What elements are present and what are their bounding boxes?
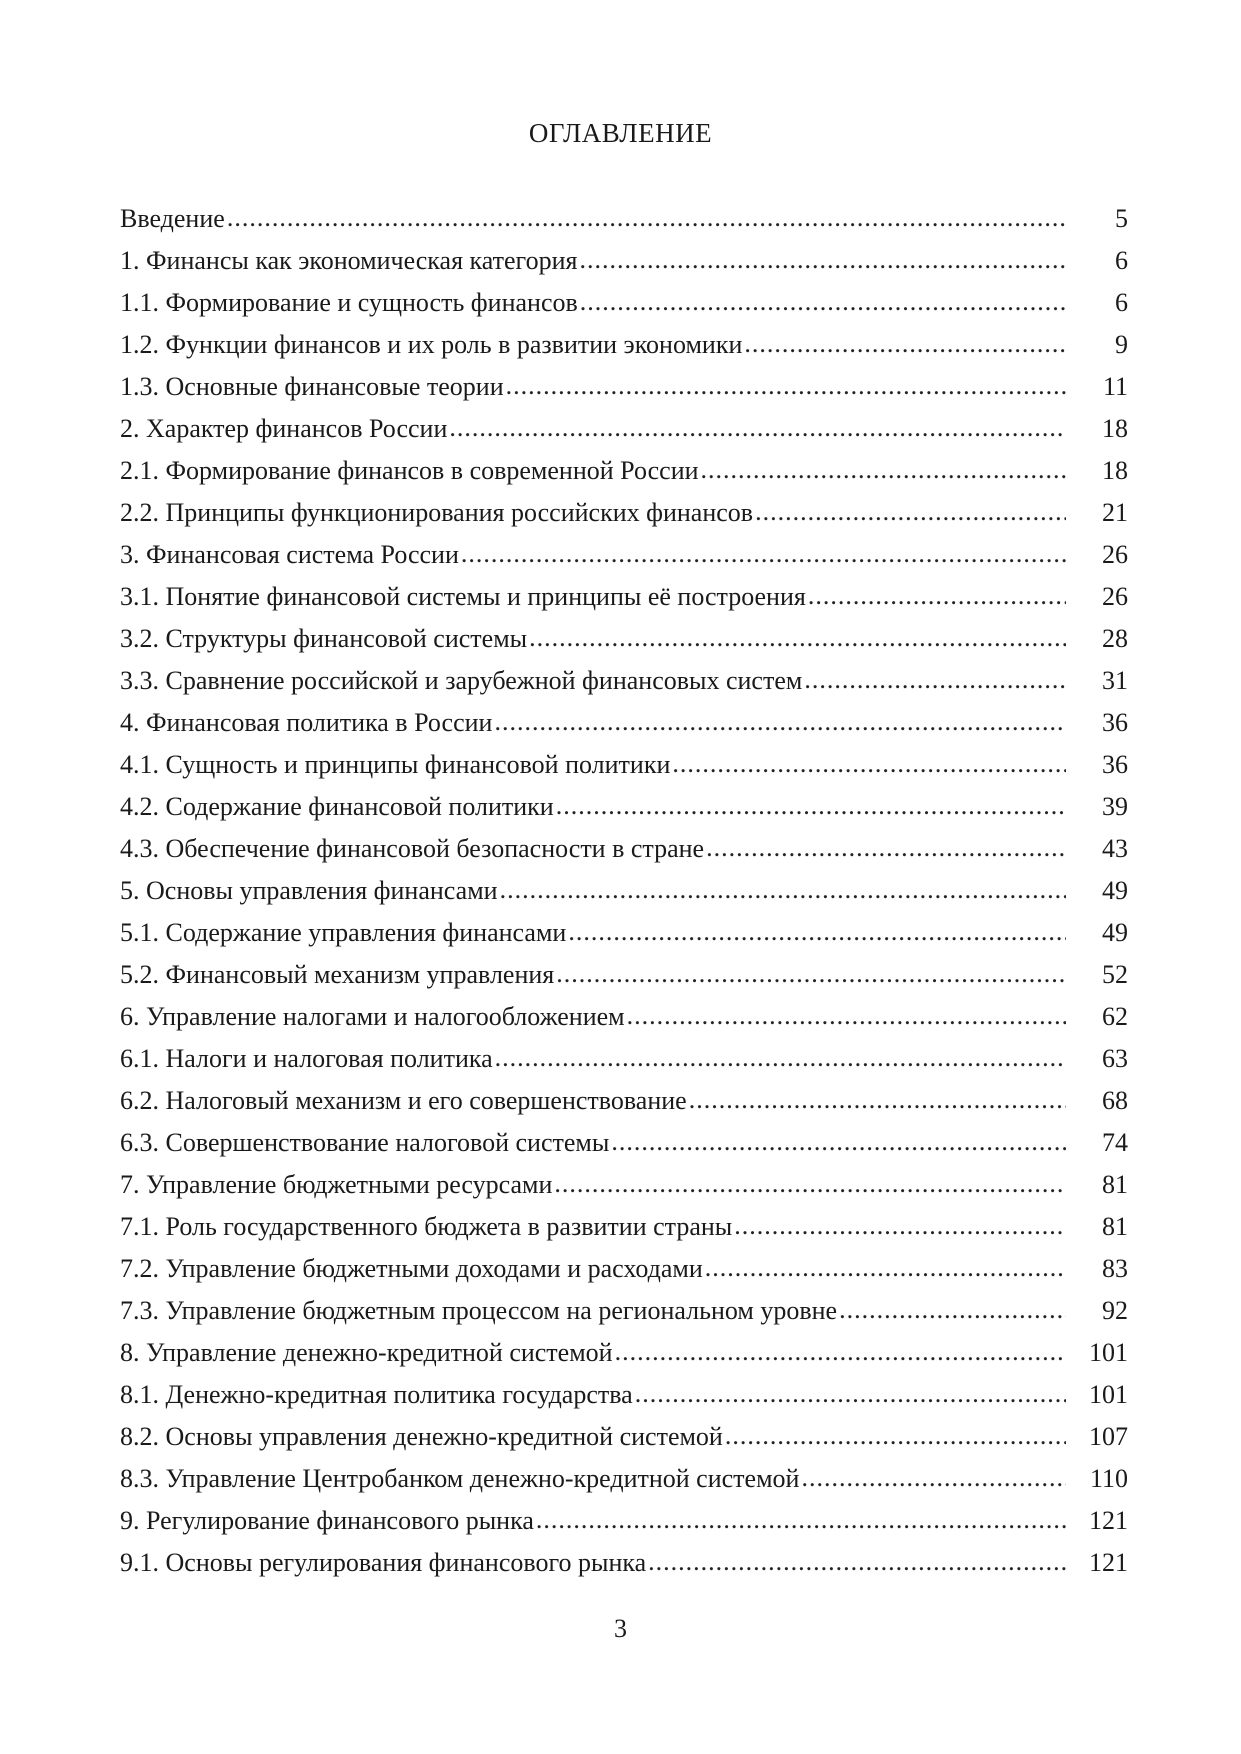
toc-dot-leader xyxy=(494,701,1066,743)
toc-entry-3[interactable] xyxy=(120,534,1128,576)
toc-entry-8-3[interactable] xyxy=(120,1458,1128,1500)
toc-entry-label: 8. Управление денежно-кредитной системой xyxy=(120,1338,613,1367)
toc-entry-label: 7.2. Управление бюджетными доходами и расходами xyxy=(120,1254,703,1283)
toc-entry-5-2[interactable] xyxy=(120,954,1128,996)
toc-entry-8-1[interactable] xyxy=(120,1374,1128,1416)
toc-entry-label: 5. Основы управления финансами xyxy=(120,876,498,905)
toc-dot-leader xyxy=(611,1121,1066,1163)
toc-entry-page: 110 xyxy=(1089,1464,1128,1493)
toc-entry-page: 5 xyxy=(1115,204,1128,233)
toc-dot-leader xyxy=(529,617,1066,659)
toc-dot-leader xyxy=(579,239,1066,281)
toc-entry-page: 68 xyxy=(1102,1086,1128,1115)
toc-entry-1-3[interactable] xyxy=(120,366,1128,408)
toc-entry-4-3[interactable] xyxy=(120,828,1128,870)
toc-dot-leader xyxy=(506,365,1066,407)
toc-dot-leader xyxy=(801,1457,1066,1499)
toc-entry-page: 18 xyxy=(1102,456,1128,485)
toc-dot-leader xyxy=(615,1331,1066,1373)
toc-entry-4-2[interactable] xyxy=(120,786,1128,828)
toc-entry-page: 81 xyxy=(1102,1170,1128,1199)
toc-entry-label: 8.3. Управление Центробанком денежно-кредитной системой xyxy=(120,1464,800,1493)
toc-dot-leader xyxy=(701,449,1066,491)
toc-entry-page: 74 xyxy=(1102,1128,1128,1157)
toc-entry-page: 49 xyxy=(1102,876,1128,905)
toc-entry-5[interactable] xyxy=(120,870,1128,912)
toc-entry-1-2[interactable] xyxy=(120,324,1128,366)
toc-entry-page: 62 xyxy=(1102,1002,1128,1031)
toc-entry-label: 1.1. Формирование и сущность финансов xyxy=(120,288,578,317)
toc-entry-label: 1.2. Функции финансов и их роль в развитии экономики xyxy=(120,330,743,359)
toc-entry-6-2[interactable] xyxy=(120,1080,1128,1122)
toc-entry-label: 7.1. Роль государственного бюджета в развитии страны xyxy=(120,1212,733,1241)
toc-entry-introduction[interactable] xyxy=(120,198,1128,240)
toc-entry-3-2[interactable] xyxy=(120,618,1128,660)
toc-entry-label: 2. Характер финансов России xyxy=(120,414,448,443)
toc-entry-2-1[interactable] xyxy=(120,450,1128,492)
toc-dot-leader xyxy=(706,827,1066,869)
toc-dot-leader xyxy=(689,1079,1066,1121)
toc-entry-8-2[interactable] xyxy=(120,1416,1128,1458)
toc-dot-leader xyxy=(734,1205,1066,1247)
toc-entry-label: 2.1. Формирование финансов в современной России xyxy=(120,456,699,485)
toc-dot-leader xyxy=(495,1037,1066,1079)
toc-entry-label: 4.1. Сущность и принципы финансовой политики xyxy=(120,750,671,779)
toc-entry-label: 6.3. Совершенствование налоговой системы xyxy=(120,1128,610,1157)
toc-dot-leader xyxy=(839,1289,1066,1331)
toc-dot-leader xyxy=(227,197,1066,239)
toc-dot-leader xyxy=(554,1163,1066,1205)
toc-entry-page: 6 xyxy=(1115,246,1128,275)
toc-entry-4[interactable] xyxy=(120,702,1128,744)
toc-entry-6[interactable] xyxy=(120,996,1128,1038)
toc-entry-label: 7. Управление бюджетными ресурсами xyxy=(120,1170,553,1199)
toc-entry-page: 52 xyxy=(1102,960,1128,989)
toc-entry-label: 4. Финансовая политика в России xyxy=(120,708,493,737)
toc-entry-9-1[interactable] xyxy=(120,1542,1128,1584)
toc-entry-7-1[interactable] xyxy=(120,1206,1128,1248)
toc-entry-page: 92 xyxy=(1102,1296,1128,1325)
toc-entry-page: 26 xyxy=(1102,582,1128,611)
toc-dot-leader xyxy=(556,785,1066,827)
toc-dot-leader xyxy=(725,1415,1066,1457)
toc-entry-label: 4.3. Обеспечение финансовой безопасности в стране xyxy=(120,834,705,863)
toc-dot-leader xyxy=(500,869,1066,911)
toc-entry-page: 6 xyxy=(1115,288,1128,317)
toc-entry-page: 81 xyxy=(1102,1212,1128,1241)
toc-entry-label: 9. Регулирование финансового рынка xyxy=(120,1506,534,1535)
toc-dot-leader xyxy=(672,743,1066,785)
toc-entry-7-3[interactable] xyxy=(120,1290,1128,1332)
toc-entry-page: 107 xyxy=(1089,1422,1128,1451)
toc-entry-1-1[interactable] xyxy=(120,282,1128,324)
toc-dot-leader xyxy=(568,911,1066,953)
page-number: 3 xyxy=(614,1614,627,1643)
toc-entry-page: 83 xyxy=(1102,1254,1128,1283)
toc-entry-label: Введение xyxy=(120,204,225,233)
toc-entry-3-1[interactable] xyxy=(120,576,1128,618)
toc-dot-leader xyxy=(755,491,1066,533)
toc-entry-label: 4.2. Содержание финансовой политики xyxy=(120,792,554,821)
toc-entry-page: 11 xyxy=(1102,372,1128,401)
toc-entry-page: 101 xyxy=(1089,1380,1128,1409)
toc-entry-5-1[interactable] xyxy=(120,912,1128,954)
toc-entry-page: 28 xyxy=(1102,624,1128,653)
toc-entry-4-1[interactable] xyxy=(120,744,1128,786)
toc-entry-label: 3. Финансовая система России xyxy=(120,540,459,569)
toc-entry-label: 1.3. Основные финансовые теории xyxy=(120,372,504,401)
toc-entry-page: 31 xyxy=(1102,666,1128,695)
toc-entry-label: 8.2. Основы управления денежно-кредитной системой xyxy=(120,1422,723,1451)
toc-entry-label: 2.2. Принципы функционирования российских финансов xyxy=(120,498,754,527)
toc-entry-page: 121 xyxy=(1089,1548,1128,1577)
toc-dot-leader xyxy=(556,953,1066,995)
toc-entry-page: 21 xyxy=(1102,498,1128,527)
toc-entry-label: 5.1. Содержание управления финансами xyxy=(120,918,567,947)
toc-entry-page: 101 xyxy=(1089,1338,1128,1367)
toc-entry-page: 63 xyxy=(1102,1044,1128,1073)
toc-entry-label: 5.2. Финансовый механизм управления xyxy=(120,960,555,989)
toc-dot-leader xyxy=(808,575,1066,617)
toc-dot-leader xyxy=(461,533,1066,575)
toc-entry-page: 43 xyxy=(1102,834,1128,863)
toc-entry-label: 6.1. Налоги и налоговая политика xyxy=(120,1044,493,1073)
toc-entry-page: 9 xyxy=(1115,330,1128,359)
toc-entry-label: 6.2. Налоговый механизм и его совершенствование xyxy=(120,1086,687,1115)
page-title: ОГЛАВЛЕНИЕ xyxy=(528,118,713,148)
toc-entry-6-1[interactable] xyxy=(120,1038,1128,1080)
toc-entry-9[interactable] xyxy=(120,1500,1128,1542)
toc-entry-page: 39 xyxy=(1102,792,1128,821)
toc-entry-page: 36 xyxy=(1102,708,1128,737)
toc-dot-leader xyxy=(804,659,1066,701)
toc-entry-page: 49 xyxy=(1102,918,1128,947)
toc-dot-leader xyxy=(449,407,1066,449)
toc-entry-label: 7.3. Управление бюджетным процессом на региональном уровне xyxy=(120,1296,838,1325)
toc-entry-7[interactable] xyxy=(120,1164,1128,1206)
toc-entry-7-2[interactable] xyxy=(120,1248,1128,1290)
toc-dot-leader xyxy=(580,281,1066,323)
toc-entry-page: 36 xyxy=(1102,750,1128,779)
toc-entry-page: 18 xyxy=(1102,414,1128,443)
toc-dot-leader xyxy=(536,1499,1066,1541)
toc-entry-label: 3.1. Понятие финансовой системы и принципы её построения xyxy=(120,582,806,611)
toc-dot-leader xyxy=(744,323,1066,365)
toc-entry-label: 3.3. Сравнение российской и зарубежной финансовых систем xyxy=(120,666,803,695)
toc-entry-label: 6. Управление налогами и налогообложением xyxy=(120,1002,625,1031)
toc-entry-page: 121 xyxy=(1089,1506,1128,1535)
toc-entry-label: 8.1. Денежно-кредитная политика государства xyxy=(120,1380,633,1409)
toc-entry-6-3[interactable] xyxy=(120,1122,1128,1164)
toc-dot-leader xyxy=(648,1541,1066,1583)
toc-entry-8[interactable] xyxy=(120,1332,1128,1374)
toc-entry-3-3[interactable] xyxy=(120,660,1128,702)
toc-dot-leader xyxy=(635,1373,1066,1415)
toc-entry-2[interactable] xyxy=(120,408,1128,450)
toc-entry-2-2[interactable] xyxy=(120,492,1128,534)
toc-entry-label: 3.2. Структуры финансовой системы xyxy=(120,624,528,653)
toc-entry-1[interactable] xyxy=(120,240,1128,282)
toc-entry-page: 26 xyxy=(1102,540,1128,569)
toc-dot-leader xyxy=(705,1247,1066,1289)
table-of-contents xyxy=(120,198,1128,1584)
toc-entry-label: 9.1. Основы регулирования финансового рынка xyxy=(120,1548,647,1577)
toc-dot-leader xyxy=(627,995,1066,1037)
toc-entry-label: 1. Финансы как экономическая категория xyxy=(120,246,578,275)
